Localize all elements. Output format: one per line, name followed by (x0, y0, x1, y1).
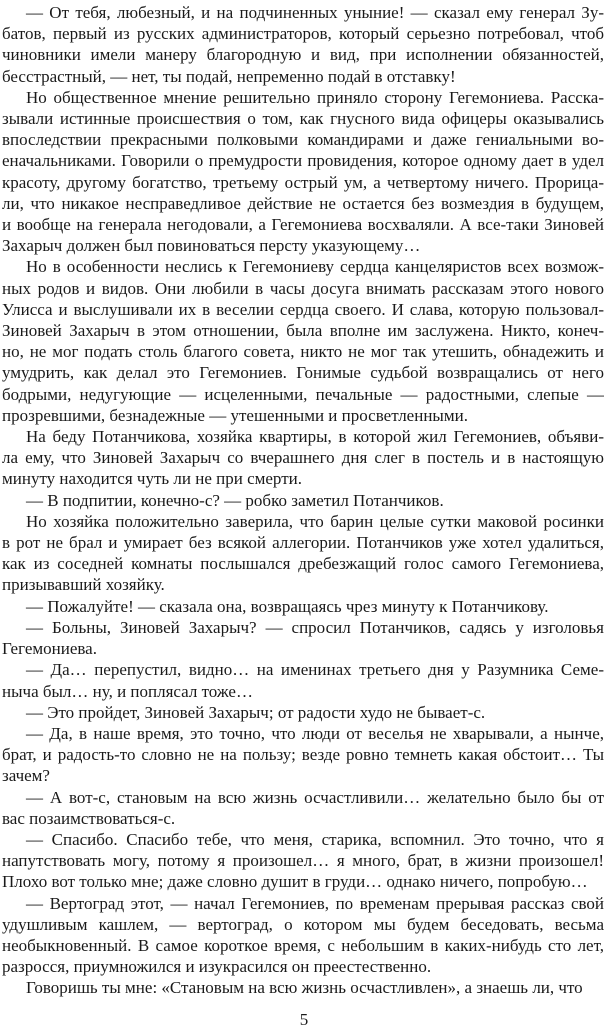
text-line: Зиновей Захарыч в этом отношении, была вполне им заслужена. Никто, конеч- (2, 321, 604, 341)
text-line: ных родов и видов. Они любили в часы досуга внимать рассказам этого нового (2, 278, 604, 298)
text-line: — Да… перепустил, видно… на именинах третьего дня у Разумника Семе- (26, 660, 604, 680)
text-line: зывали истинные происшествия о том, как гнусного вида офицеры оказывались (2, 109, 604, 129)
text-line: батов, первый из русских администраторов, который серьезно потребовал, чтоб (2, 24, 604, 44)
page-number: 5 (299, 1010, 309, 1029)
paragraph (2, 829, 604, 893)
text-line: — Пожалуйте! — сказала она, возвращаясь чрез минуту к Потанчикову. (26, 596, 549, 616)
text-line: Говоришь ты мне: «Становым на всю жизнь осчастливлен», а знаешь ли, что (26, 978, 583, 998)
text-line: умудрить, как делал это Гегемониев. Гонимые судьбой возвращались от него (2, 363, 604, 383)
text-line: На беду Потанчикова, хозяйка квартиры, в которой жил Гегемониев, объяви- (26, 427, 604, 447)
text-line: напутствовать могу, потому я произошел… я много, брат, в жизни произошел! (2, 851, 604, 871)
paragraph (2, 426, 604, 490)
text-line: Но общественное мнение решительно приняло сторону Гегемониева. Расска- (26, 87, 604, 107)
paragraph (2, 659, 604, 701)
text-line: вас позаимствоваться-с. (2, 808, 176, 828)
paragraph (2, 511, 604, 596)
text-line: в рот не брал и умирает без всякой аллегории. Потанчиков уже хотел удалиться, (2, 533, 604, 553)
text-line: бесстрастный, — нет, ты подай, непременно подай в отставку! (2, 66, 456, 86)
text-line: бодрыми, недугующие — исцеленными, печальные — радостными, слепые — (2, 384, 604, 404)
paragraph (2, 2, 604, 87)
text-line: Плохо вот только мне; даже словно душит в груди… однако ничего, попробую… (2, 872, 588, 892)
paragraph (2, 617, 604, 659)
paragraph (2, 87, 604, 257)
text-line: ла ему, что Зиновей Захарыч со вчерашнего дня слег в постель и в настоящую (2, 448, 604, 468)
text-line: разросся, приумножился и изукрасился он преестественно. (2, 957, 432, 977)
text-line: прозревшими, безнадежные — утешенными и просветленными. (2, 405, 468, 425)
text-line: — Больны, Зиновей Захарыч? — спросил Потанчиков, садясь у изголовья (26, 617, 604, 637)
text-line: и вообще на генерала негодовали, а Гегемониева восхваляли. А все-таки Зиновей (2, 215, 604, 235)
paragraph (2, 596, 604, 617)
paragraph (2, 490, 604, 511)
text-line: зачем? (2, 766, 50, 786)
text-line: удушливым кашлем, — вертоград, о котором мы будем беседовать, весьма (2, 914, 604, 934)
text-line: ныча был… ну, и поплясал тоже… (2, 681, 253, 701)
text-line: брат, и радость-то словно не на пользу; везде ровно темнеть какая обстоит… Ты (2, 745, 604, 765)
text-line: — Вертоград этот, — начал Гегемониев, по временам прерывая рассказ свой (26, 893, 604, 913)
text-line: Улисса и выслушивали их в веселии сердца своего. И слава, которую пользовал- (2, 299, 604, 319)
paragraph (2, 702, 604, 723)
text-line: чиновники имели манеру благородную и вид, при исполнении обязанностей, (2, 45, 604, 65)
text-line: необыкновенный. В самое короткое время, с небольшим в каких-нибудь сто лет, (2, 935, 604, 955)
text-line: красоту, другому богатство, третьему острый ум, а четвертому ничего. Прорица- (2, 172, 604, 192)
text-line: призывавший хозяйку. (2, 575, 165, 595)
text-line: — Да, в наше время, это точно, что люди от веселья не хварывали, а нынче, (26, 723, 604, 743)
text-line: — А вот-с, становым на всю жизнь осчастливили… желательно было бы от (26, 787, 604, 807)
text-line: еначальниками. Говорили о премудрости провидения, которое одному дает в удел (2, 151, 604, 171)
text-line: Но хозяйка положительно заверила, что барин целые сутки маковой росинки (26, 511, 604, 531)
text-line: — В подпитии, конечно-с? — робко заметил Потанчиков. (26, 490, 444, 510)
text-line: — От тебя, любезный, и на подчиненных уныние! — сказал ему генерал Зу- (26, 3, 604, 22)
paragraph (2, 723, 604, 787)
text-line: впоследствии прекрасными полковыми командирами и даже гениальными во- (2, 130, 604, 150)
text-line: но, не мог подать столь благого совета, никто не мог так утешить, обнадежить и (2, 342, 604, 362)
text-line: — Это пройдет, Зиновей Захарыч; от радости худо не бывает-с. (26, 702, 486, 722)
paragraph (2, 977, 604, 998)
paragraph (2, 893, 604, 978)
paragraph (2, 787, 604, 829)
text-line: Но в особенности неслись к Гегемониеву сердца канцеляристов всех возмож- (26, 257, 604, 277)
text-line: как из соседней комнаты послышался дребезжащий голос самого Гегемониева, (2, 554, 604, 574)
text-line: ли, что никакое несправедливое действие не остается без возмездия в будущем, (2, 193, 604, 213)
text-line: — Спасибо. Спасибо тебе, что меня, старика, вспомнил. Это точно, что я (26, 829, 604, 849)
paragraph (2, 256, 604, 426)
text-body (2, 2, 604, 999)
text-line: Гегемониева. (2, 639, 97, 659)
text-line: минуту находится чуть ли не при смерти. (2, 469, 302, 489)
text-line: Захарыч должен был повиноваться персту указующему… (2, 236, 421, 256)
